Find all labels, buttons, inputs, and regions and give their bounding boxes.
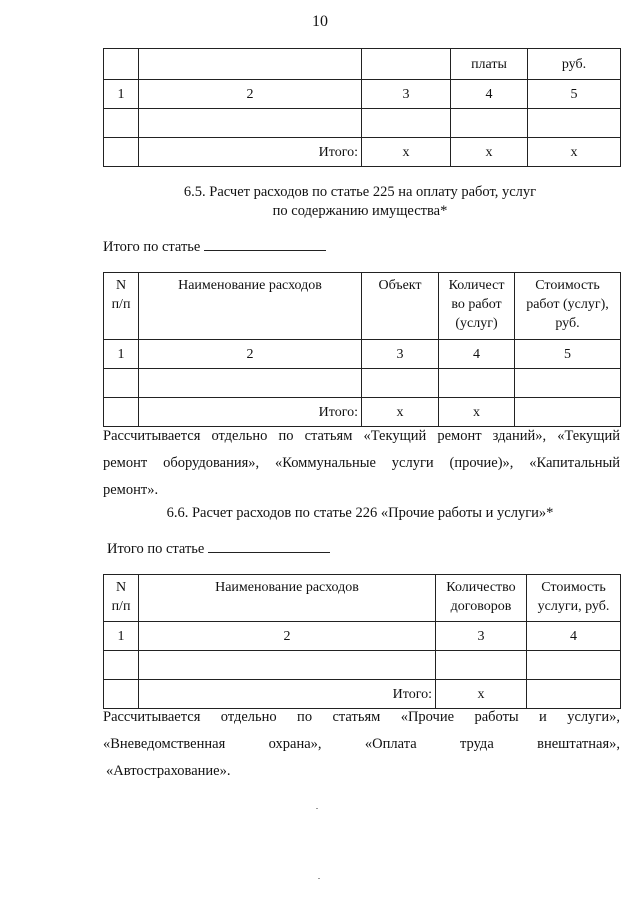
cell (104, 49, 139, 80)
scan-speck (318, 878, 320, 879)
table-total-row (104, 138, 621, 167)
table-top (103, 48, 621, 167)
total-label: Итого: (139, 680, 436, 709)
cell: 4 (527, 622, 621, 651)
col-header-name: Наименование расходов (139, 273, 362, 340)
cell: платы (451, 49, 528, 80)
note-line: Рассчитывается отдельно по статьям «Текущий ремонт зданий», «Текущий (103, 428, 620, 444)
cell: 4 (439, 340, 515, 369)
cell: 2 (139, 622, 436, 651)
cell: x (436, 680, 527, 709)
table-66-header-row (104, 575, 621, 622)
note-line: Рассчитывается отдельно по статьям «Прочие работы и услуги», (103, 709, 620, 725)
cell: 3 (362, 340, 439, 369)
total-label: Итого: (139, 138, 362, 167)
section-65-total-line (103, 238, 326, 256)
table-65-header-row (104, 273, 621, 340)
cell: руб. (528, 49, 621, 80)
note-line: ремонт оборудования», «Коммунальные услуги (прочие)», «Капитальный (103, 455, 620, 471)
section-65-title-line1: 6.5. Расчет расходов по статье 225 на оплату работ, услуг (183, 184, 537, 200)
section-65-title-line2: по содержанию имущества* (272, 203, 448, 219)
cell: 2 (139, 80, 362, 109)
table-row (104, 80, 621, 109)
table-row (104, 622, 621, 651)
total-label: Итого: (139, 398, 362, 427)
col-header-num: N п/п (104, 575, 139, 622)
table-top-header-row (104, 49, 621, 80)
cell (362, 49, 451, 80)
col-header-object: Объект (362, 273, 439, 340)
cell: 1 (104, 340, 139, 369)
section-66-total-line (107, 540, 330, 558)
page-number: 10 (312, 13, 328, 30)
table-row-empty (104, 109, 621, 138)
cell (139, 49, 362, 80)
cell: 5 (528, 80, 621, 109)
blank-underline[interactable] (204, 238, 326, 251)
col-header-quantity: Количест во работ (услуг) (439, 273, 515, 340)
table-row-empty (104, 369, 621, 398)
col-header-num: N п/п (104, 273, 139, 340)
cell: x (362, 138, 451, 167)
section-65-note (103, 423, 620, 504)
cell: 1 (104, 622, 139, 651)
cell: x (451, 138, 528, 167)
total-label: Итого по статье (107, 541, 205, 557)
total-label: Итого по статье (103, 239, 201, 255)
table-row-empty (104, 651, 621, 680)
cell: 1 (104, 80, 139, 109)
note-line: «Автострахование». (106, 763, 231, 779)
blank-underline[interactable] (208, 540, 330, 553)
col-header-contracts: Количество договоров (436, 575, 527, 622)
col-header-cost: Стоимость работ (услуг), руб. (515, 273, 621, 340)
cell: 3 (362, 80, 451, 109)
col-header-name: Наименование расходов (139, 575, 436, 622)
section-65-title (100, 183, 620, 221)
section-66-note (103, 704, 620, 785)
cell: x (362, 398, 439, 427)
cell: x (528, 138, 621, 167)
table-66 (103, 574, 621, 709)
scan-speck (316, 808, 318, 809)
section-66-title: 6.6. Расчет расходов по статье 226 «Прочие работы и услуги»* (166, 505, 554, 521)
cell: 2 (139, 340, 362, 369)
cell: x (439, 398, 515, 427)
cell: 4 (451, 80, 528, 109)
table-row (104, 340, 621, 369)
note-line: ремонт». (103, 482, 159, 498)
note-line: «Вневедомственная охрана», «Оплата труда внештатная», (103, 736, 620, 752)
col-header-cost: Стоимость услуги, руб. (527, 575, 621, 622)
cell: 3 (436, 622, 527, 651)
cell: 5 (515, 340, 621, 369)
table-65 (103, 272, 621, 427)
